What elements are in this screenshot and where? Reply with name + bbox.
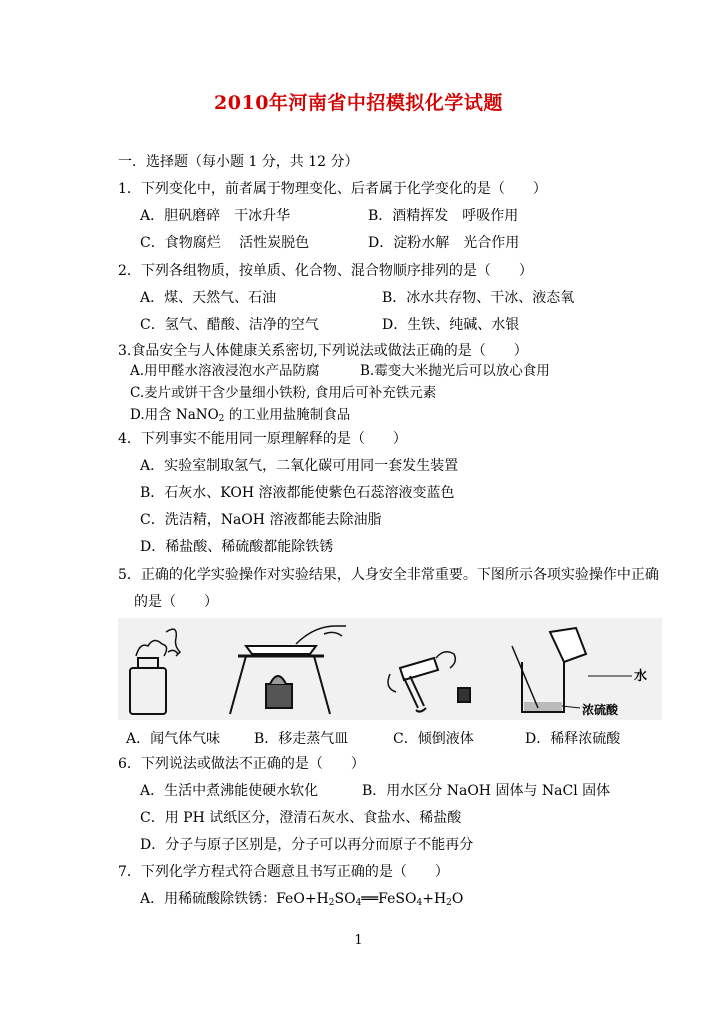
question-1-option-d: D．淀粉水解 光合作用 — [368, 235, 520, 251]
gas-bottle-illustration — [130, 629, 180, 714]
dilution-illustration — [512, 628, 632, 712]
question-5-stem: 5．正确的化学实验操作对实验结果，人身安全非常重要。下图所示各项实验操作中正确 — [118, 567, 659, 583]
question-4-option-b: B．石灰水、KOH 溶液都能使紫色石蕊溶液变蓝色 — [140, 485, 455, 501]
pouring-liquid-illustration — [388, 652, 470, 712]
question-3-option-d: D.用含 NaNO$_2$ 的工业用盐腌制食品 — [130, 407, 351, 424]
lab-figure-svg — [118, 618, 662, 720]
question-4-option-a: A．实验室制取氢气，二氧化碳可用同一套发生装置 — [140, 458, 459, 474]
question-3-option-c: C.麦片或饼干含少量细小铁粉, 食用后可补充铁元素 — [130, 385, 437, 401]
evaporating-dish-illustration — [230, 626, 346, 714]
question-2-option-d: D．生铁、纯碱、水银 — [382, 317, 520, 333]
question-6-option-a: A．生活中煮沸能使硬水软化 — [140, 783, 319, 799]
question-1-option-a: A．胆矾磨碎 干冰升华 — [140, 208, 291, 224]
question-2-option-b: B．冰水共存物、干冰、液态氧 — [382, 290, 575, 306]
question-5-option-b: B．移走蒸气皿 — [254, 731, 349, 747]
question-3-option-b: B.霉变大米抛光后可以放心食用 — [360, 363, 550, 379]
concentrated-acid-label: 浓硫酸 — [582, 703, 619, 717]
question-5-option-a: A．闻气体气味 — [126, 731, 221, 747]
question-6-option-b: B．用水区分 NaOH 固体与 NaCl 固体 — [362, 783, 611, 799]
section-heading: 一．选择题（每小题 1 分，共 12 分） — [118, 154, 359, 170]
question-1-option-c: C．食物腐烂 活性炭脱色 — [140, 235, 310, 251]
lab-operations-figure — [118, 618, 662, 720]
question-2-option-a: A．煤、天然气、石油 — [140, 290, 277, 306]
page-title: 2010年河南省中招模拟化学试题 — [214, 92, 503, 114]
question-6-option-d: D．分子与原子区别是，分子可以再分而原子不能再分 — [140, 837, 474, 853]
question-2-stem: 2．下列各组物质，按单质、化合物、混合物顺序排列的是（ ） — [118, 263, 533, 279]
question-7-stem: 7．下列化学方程式符合题意且书写正确的是（ ） — [118, 864, 449, 880]
question-3-stem: 3.食品安全与人体健康关系密切,下列说法或做法正确的是（ ） — [118, 343, 528, 359]
question-1-stem: 1．下列变化中，前者属于物理变化、后者属于化学变化的是（ ） — [118, 181, 547, 197]
question-4-option-d: D．稀盐酸、稀硫酸都能除铁锈 — [140, 539, 334, 555]
question-4-option-c: C．洗洁精，NaOH 溶液都能去除油脂 — [140, 512, 382, 528]
question-2-option-c: C．氢气、醋酸、洁净的空气 — [140, 317, 319, 333]
water-label: 水 — [634, 669, 648, 684]
question-4-stem: 4．下列事实不能用同一原理解释的是（ ） — [118, 431, 407, 447]
page-number: 1 — [354, 933, 363, 948]
question-6-option-c: C．用 PH 试纸区分，澄清石灰水、食盐水、稀盐酸 — [140, 810, 462, 826]
question-5-option-d: D．稀释浓硫酸 — [525, 731, 621, 747]
question-7-option-a: A．用稀硫酸除铁锈：$FeO+H_2SO_4══FeSO_4+H_2O$ — [140, 891, 464, 908]
question-6-stem: 6．下列说法或做法不正确的是（ ） — [118, 756, 365, 772]
question-5-option-c: C．倾倒液体 — [393, 731, 474, 747]
question-1-option-b: B．酒精挥发 呼吸作用 — [368, 208, 519, 224]
question-5-stem-continued: 的是（ ） — [134, 594, 218, 610]
question-3-option-a: A.用甲醛水溶液浸泡水产品防腐 — [130, 363, 320, 379]
